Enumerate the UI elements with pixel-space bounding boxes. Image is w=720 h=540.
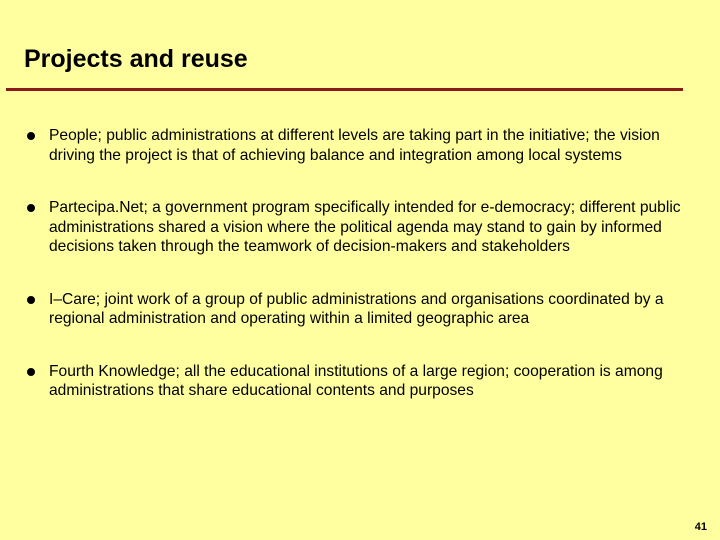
slide-title: Projects and reuse: [24, 45, 248, 73]
bullet-list: [24, 126, 709, 401]
bullet-item: [24, 126, 709, 165]
title-divider: [6, 88, 683, 91]
bullet-dot-icon: [27, 296, 35, 304]
bullet-item: [24, 290, 709, 329]
bullet-dot-icon: [27, 368, 35, 376]
bullet-text: Fourth Knowledge; all the educational institutions of a large region; cooperation is among administrations that share educational contents and purposes: [49, 362, 663, 399]
bullet-text: I–Care; joint work of a group of public administrations and organisations coordinated by a regional administration and operating within a limited geographic area: [49, 290, 664, 327]
bullet-text: Partecipa.Net; a government program specifically intended for e-democracy; different public administrations shared a vision where the political agenda may stand to gain by informed decisions taken through the teamwork of decision-makers and stakeholders: [49, 199, 681, 255]
bullet-item: [24, 198, 709, 257]
page-number: 41: [694, 521, 707, 533]
bullet-item: [24, 362, 709, 401]
bullet-dot-icon: [27, 204, 35, 212]
bullet-dot-icon: [27, 132, 35, 140]
bullet-text: People; public administrations at different levels are taking part in the initiative; the vision driving the project is that of achieving balance and integration among local systems: [49, 127, 660, 164]
